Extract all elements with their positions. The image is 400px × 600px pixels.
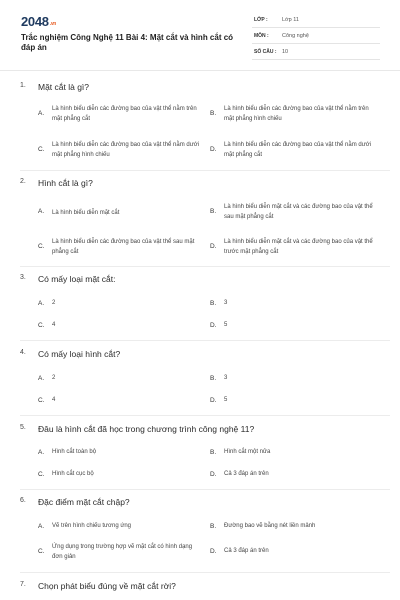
option-text: 4 <box>52 397 56 403</box>
question-divider <box>20 170 390 171</box>
question-divider <box>20 340 390 341</box>
option-letter: C. <box>38 397 45 404</box>
option-text: 3 <box>224 300 228 306</box>
question-text: Mặt cắt là gì? <box>38 82 90 92</box>
option-letter: A. <box>38 449 45 456</box>
question-1-header <box>20 82 390 94</box>
question-divider <box>20 266 390 267</box>
question-7 <box>20 581 390 593</box>
logo-main: 2048 <box>21 14 49 29</box>
option-text: Là hình biểu diễn mặt cắt và các đường bao của vật thể trước mặt phẳng cắt <box>224 239 373 255</box>
question-2 <box>20 178 390 190</box>
option-text: 2 <box>52 375 56 381</box>
option-letter: B. <box>210 523 217 530</box>
question-4 <box>20 349 390 361</box>
option-letter: C. <box>38 322 45 329</box>
logo-suffix: .vn <box>49 21 57 27</box>
question-divider <box>20 572 390 573</box>
option-letter: C. <box>38 243 45 250</box>
question-text: Chọn phát biểu đúng về mặt cắt rời? <box>38 581 176 591</box>
option-text: Hình cắt một nửa <box>224 449 271 455</box>
option-letter: A. <box>38 375 45 382</box>
option-letter: D. <box>210 471 217 478</box>
question-text: Đặc điểm mặt cắt chập? <box>38 497 130 507</box>
option-letter: D. <box>210 146 217 153</box>
option-text: Đường bao vẽ bằng nét liền mảnh <box>224 523 316 529</box>
option-letter: C. <box>38 146 45 153</box>
option-text: 5 <box>224 397 228 403</box>
option-letter: A. <box>38 110 45 117</box>
option-text: Vẽ trên hình chiếu tương ứng <box>52 523 132 529</box>
option-text: Là hình biểu diễn các đường bao của vật thể nằm dưới mặt phẳng cắt <box>224 142 371 158</box>
option-text: 4 <box>52 322 56 328</box>
question-number: 3. <box>20 274 26 281</box>
option-text: Cả 3 đáp án trên <box>224 471 269 477</box>
option-text: 2 <box>52 300 56 306</box>
option-text: Ứng dụng trong trường hợp vẽ mặt cắt có hình dạng đơn giản <box>52 544 193 560</box>
option-letter: C. <box>38 548 45 555</box>
option-letter: B. <box>210 300 217 307</box>
question-number: 7. <box>20 581 26 588</box>
question-7-header <box>20 581 390 593</box>
question-number: 2. <box>20 178 26 185</box>
question-6 <box>20 497 390 509</box>
option-letter: D. <box>210 397 217 404</box>
option-letter: D. <box>210 548 217 555</box>
option-letter: C. <box>38 471 45 478</box>
option-text: 3 <box>224 375 228 381</box>
option-text: Cả 3 đáp án trên <box>224 548 269 554</box>
quiz-title: Trắc nghiệm Công Nghệ 11 Bài 4: Mặt cắt và hình cắt có đáp án <box>21 33 234 52</box>
question-number: 6. <box>20 497 26 504</box>
option-text: Là hình biểu diễn các đường bao của vật thể nằm dưới mặt phẳng hình chiếu <box>52 142 199 158</box>
question-5-header <box>20 424 390 436</box>
question-3-header <box>20 274 390 286</box>
question-divider <box>20 415 390 416</box>
meta-key-subject: MÔN : <box>254 33 269 39</box>
meta-value-count: 10 <box>282 49 289 55</box>
meta-key-class: LỚP : <box>254 17 268 23</box>
option-text: Hình cắt cục bộ <box>52 471 94 477</box>
question-4-header <box>20 349 390 361</box>
question-text: Có mấy loại mặt cắt: <box>38 274 116 284</box>
option-letter: B. <box>210 110 217 117</box>
question-text: Hình cắt là gì? <box>38 178 93 188</box>
option-text: 5 <box>224 322 228 328</box>
question-number: 1. <box>20 82 26 89</box>
meta-key-count: SỐ CÂU : <box>254 49 277 55</box>
question-2-header <box>20 178 390 190</box>
meta-value-class: Lớp 11 <box>282 17 299 23</box>
option-letter: A. <box>38 523 45 530</box>
meta-value-subject: Công nghệ <box>282 33 309 39</box>
option-letter: D. <box>210 243 217 250</box>
option-letter: B. <box>210 375 217 382</box>
question-3 <box>20 274 390 286</box>
question-text: Đâu là hình cắt đã học trong chương trình công nghệ 11? <box>38 424 255 434</box>
option-letter: A. <box>38 300 45 307</box>
option-text: Là hình biểu diễn các đường bao của vật thể nằm trên mặt phẳng hình chiếu <box>224 106 369 122</box>
option-text: Là hình biểu diễn mặt cắt và các đường bao của vật thể sau mặt phẳng cắt <box>224 204 373 220</box>
question-5 <box>20 424 390 436</box>
option-letter: A. <box>38 208 45 215</box>
option-letter: D. <box>210 322 217 329</box>
option-text: Hình cắt toàn bộ <box>52 449 97 455</box>
question-1 <box>20 82 390 94</box>
option-text: Là hình biểu diễn các đường bao của vật thể sau mặt phẳng cắt <box>52 239 195 255</box>
option-letter: B. <box>210 208 217 215</box>
question-number: 5. <box>20 424 26 431</box>
question-6-header <box>20 497 390 509</box>
question-number: 4. <box>20 349 26 356</box>
question-text: Có mấy loại hình cắt? <box>38 349 121 359</box>
question-divider <box>20 489 390 490</box>
option-text: Là hình biểu diễn mặt cắt <box>52 210 120 216</box>
option-letter: B. <box>210 449 217 456</box>
option-text: Là hình biểu diễn các đường bao của vật thể nằm trên mặt phẳng cắt <box>52 106 197 122</box>
